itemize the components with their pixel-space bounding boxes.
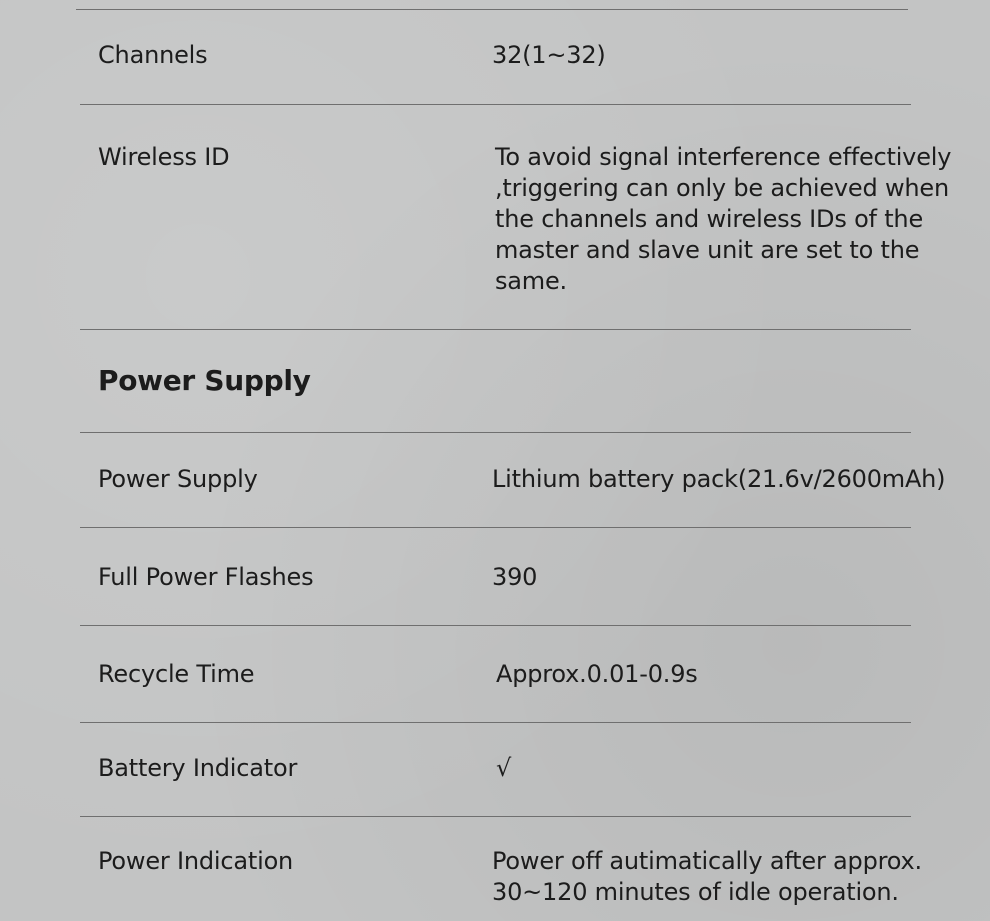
spec-label-power-supply: Power Supply [98,465,258,493]
row-divider [80,432,911,433]
wireless-id-line: To avoid signal interference effectively [495,143,952,171]
row-divider [76,9,908,10]
row-divider [80,816,911,817]
wireless-id-line: same. [495,267,567,295]
row-divider [80,527,911,528]
wireless-id-line: master and slave unit are set to the [495,236,920,264]
power-indication-line: 30~120 minutes of idle operation. [492,878,899,906]
spec-value-channels: 32(1~32) [492,41,606,69]
row-divider [80,722,911,723]
spec-label-battery-indicator: Battery Indicator [98,754,298,782]
spec-value-power-supply: Lithium battery pack(21.6v/2600mAh) [492,465,946,493]
row-divider [80,329,911,330]
spec-value-full-power-flashes: 390 [492,563,538,591]
section-title-power-supply: Power Supply [98,364,311,397]
spec-value-recycle-time: Approx.0.01-0.9s [496,660,698,688]
spec-value-power-indication [492,846,962,908]
spec-value-battery-indicator: √ [496,754,512,782]
power-indication-line: Power off autimatically after approx. [492,847,922,875]
spec-label-wireless-id: Wireless ID [98,143,230,171]
spec-label-recycle-time: Recycle Time [98,660,255,688]
spec-label-power-indication: Power Indication [98,847,294,875]
spec-value-wireless-id [495,142,955,297]
spec-label-channels: Channels [98,41,208,69]
wireless-id-line: ,triggering can only be achieved when [495,174,949,202]
spec-label-full-power-flashes: Full Power Flashes [98,563,314,591]
row-divider [80,104,911,105]
row-divider [80,625,911,626]
wireless-id-line: the channels and wireless IDs of the [495,205,924,233]
